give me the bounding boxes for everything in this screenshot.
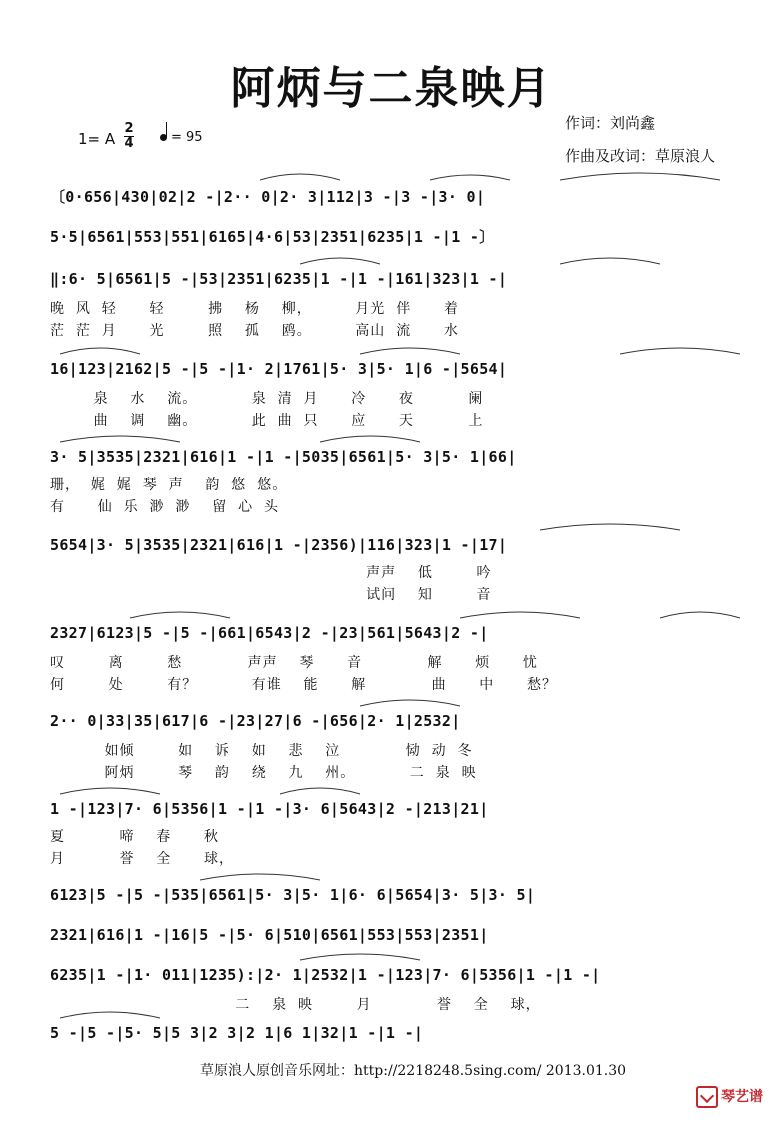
lyric-verse-1: 珊， 娓 娓 琴 声 韵 悠 悠。 — [50, 477, 288, 493]
slur-arc — [200, 874, 320, 880]
lyric-verse-1: 泉 水 流。 泉 清 月 冷 夜 阑 — [50, 391, 484, 407]
slur-arc — [60, 436, 180, 442]
lyric-verse-1: 叹 离 愁 声声 琴 音 解 烦 忧 — [50, 655, 538, 671]
site-logo — [696, 1086, 763, 1108]
logo-text: 琴艺谱 — [721, 1089, 763, 1105]
score-system-11 — [50, 926, 750, 950]
notation-line: 16|123|2162|5 -|5 -|1· 2|1761|5· 3|5· 1|6 -|5654| — [50, 360, 508, 378]
lyric-verse-2: 有 仙 乐 渺 渺 留 心 头 — [50, 499, 280, 515]
tempo-value: = 95 — [171, 130, 203, 145]
slur-arc — [300, 954, 420, 960]
slur-arc — [560, 173, 720, 180]
key-signature — [78, 130, 115, 148]
notation-line: ‖:6· 5|6561|5 -|53|2351|6235|1 -|1 -|161|323|1 -| — [50, 270, 508, 288]
score-system-12 — [50, 966, 750, 990]
notation-line: 6123|5 -|5 -|535|6561|5· 3|5· 1|6· 6|5654|3· 5|3· 5| — [50, 886, 536, 904]
score-system-7 — [50, 624, 750, 648]
notation-line: 3· 5|3535|2321|616|1 -|1 -|5035|6561|5· 3|5· 1|66| — [50, 448, 517, 466]
notation-line: 1 -|123|7· 6|5356|1 -|1 -|3· 6|5643|2 -|213|21| — [50, 800, 489, 818]
footer-website: 草原浪人原创音乐网址：http://2218248.5sing.com/ 2013.01.30 — [200, 1063, 627, 1079]
score-system-5 — [50, 448, 750, 472]
slur-arc — [300, 258, 380, 264]
slur-arc — [360, 700, 460, 706]
notation-line: 5·5|6561|553|551|6165|4·6|53|2351|6235|1 -|1 -〕 — [50, 228, 495, 246]
score-system-4 — [50, 360, 750, 384]
slur-arc — [620, 348, 740, 354]
lyric-verse-2: 阿炳 琴 韵 绕 九 州。 二 泉 映 — [50, 765, 477, 781]
slur-arc — [540, 524, 680, 530]
slur-arc — [260, 174, 340, 180]
slur-arc — [660, 612, 740, 618]
notation-line: 6235|1 -|1· 011|1235):|2· 1|2532|1 -|123|7· 6|5356|1 -|1 -| — [50, 966, 601, 984]
score-system-9 — [50, 800, 750, 824]
tempo-marking — [160, 130, 203, 145]
notation-line: 2321|616|1 -|16|5 -|5· 6|510|6561|553|553|2351| — [50, 926, 489, 944]
slur-arc — [130, 612, 230, 618]
score-system-2 — [50, 226, 750, 250]
slur-arc — [60, 348, 140, 354]
slur-arc — [280, 788, 360, 794]
score-system-1 — [50, 186, 750, 210]
slur-arc — [460, 612, 580, 618]
key-label: 1= A — [78, 130, 116, 148]
lyric-verse-2: 茫 茫 月 光 照 孤 鸥。 高山 流 水 — [50, 323, 459, 339]
score-system-13 — [50, 1024, 750, 1048]
score-system-6 — [50, 536, 750, 560]
lyric-verse-1: 二 泉 映 月 誉 全 球， — [50, 997, 541, 1013]
time-signature-top: 2 — [124, 121, 134, 136]
notation-line: 〔0·656|430|02|2 -|2·· 0|2· 3|112|3 -|3 -|3· 0| — [50, 188, 486, 206]
slur-arc — [360, 348, 460, 354]
notation-line: 5654|3· 5|3535|2321|616|1 -|2356)|116|323|1 -|17| — [50, 536, 508, 554]
slur-arc — [60, 788, 160, 794]
notation-line: 5 -|5 -|5· 5|5 3|2 3|2 1|6 1|32|1 -|1 -| — [50, 1024, 424, 1042]
logo-mark-icon — [696, 1086, 718, 1108]
score-system-8 — [50, 712, 750, 736]
score-system-3 — [50, 270, 750, 294]
notation-line: 2327|6123|5 -|5 -|661|6543|2 -|23|561|5643|2 -| — [50, 624, 489, 642]
lyric-verse-2: 月 誉 全 球， — [50, 851, 235, 867]
lyric-verse-1: 晚 风 轻 轻 拂 杨 柳， 月光 伴 着 — [50, 301, 459, 317]
composer: 作曲及改词：草原浪人 — [565, 147, 716, 165]
score-system-10 — [50, 886, 750, 910]
page-title: 阿炳与二泉映月 — [230, 63, 553, 114]
lyricist: 作词：刘尚鑫 — [565, 114, 656, 132]
lyric-verse-2: 试问 知 音 — [50, 587, 492, 603]
slur-arc — [320, 436, 420, 442]
time-signature — [124, 122, 134, 151]
slur-arc — [560, 258, 660, 264]
time-signature-bottom: 4 — [124, 136, 134, 151]
lyric-verse-1: 如倾 如 诉 如 悲 泣 恸 动 冬 — [50, 743, 473, 759]
slur-arc — [430, 175, 510, 180]
lyric-verse-1: 夏 啼 春 秋 — [50, 829, 220, 845]
lyric-verse-2: 曲 调 幽。 此 曲 只 应 天 上 — [50, 413, 484, 429]
lyric-verse-1: 声声 低 吟 — [50, 565, 492, 581]
quarter-note-icon — [160, 134, 167, 141]
lyric-verse-2: 何 处 有？ 有谁 能 解 曲 中 愁？ — [50, 677, 558, 693]
notation-line: 2·· 0|33|35|617|6 -|23|27|6 -|656|2· 1|2532| — [50, 712, 461, 730]
